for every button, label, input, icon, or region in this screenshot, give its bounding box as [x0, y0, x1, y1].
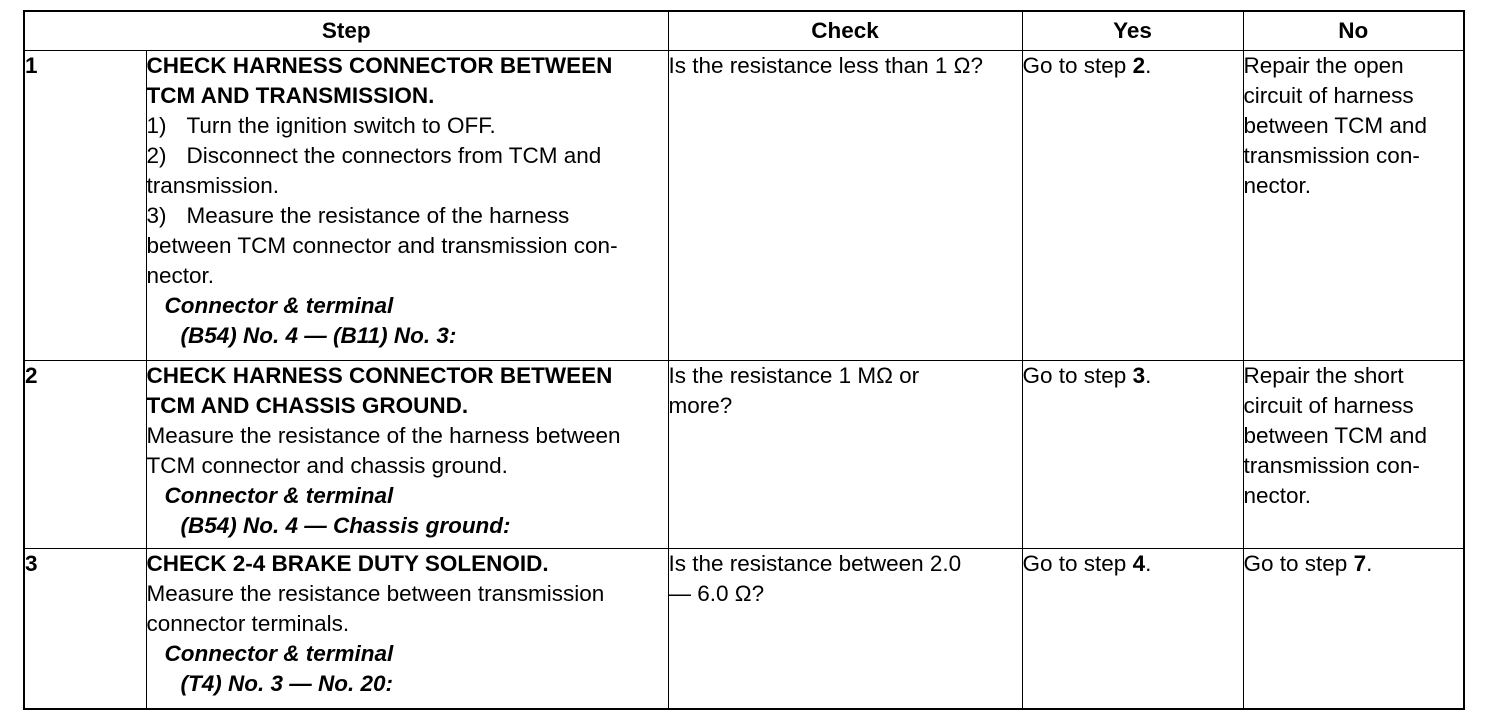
- step-title-line: CHECK HARNESS CONNECTOR BETWEEN: [146, 53, 613, 78]
- yes-step-number: 4: [1132, 551, 1146, 576]
- check-cell: [668, 361, 1022, 549]
- substep-text: Disconnect the connectors from TCM and: [186, 143, 602, 168]
- step-number: 1: [24, 51, 146, 361]
- substep: [147, 141, 668, 171]
- yes-text: Go to step: [1022, 551, 1133, 576]
- connector-label: Connector & terminal: [164, 641, 394, 666]
- no-line: transmission con-: [1243, 453, 1420, 478]
- no-step-number: 7: [1353, 551, 1367, 576]
- step-number: 3: [24, 549, 146, 709]
- no-line: nector.: [1243, 483, 1312, 508]
- step-description: [146, 51, 668, 361]
- check-line: more?: [668, 393, 733, 418]
- step-title-line: CHECK HARNESS CONNECTOR BETWEEN: [146, 363, 613, 388]
- step-title-line: TCM AND TRANSMISSION.: [146, 83, 435, 108]
- substep-number: 3): [146, 203, 167, 228]
- table-row: [24, 549, 1464, 709]
- yes-step-number: 3: [1132, 363, 1146, 388]
- substep-number: 1): [146, 113, 167, 138]
- yes-suffix: .: [1145, 363, 1152, 388]
- check-cell: [668, 549, 1022, 709]
- step-title-line: CHECK 2-4 BRAKE DUTY SOLENOID.: [146, 551, 549, 576]
- header-yes: Yes: [1022, 11, 1243, 51]
- connector-label: Connector & terminal: [164, 293, 394, 318]
- header-check: Check: [668, 11, 1022, 51]
- check-line: — 6.0 Ω?: [668, 581, 765, 606]
- substep-text: Turn the ignition switch to OFF.: [186, 113, 496, 138]
- step-description: [146, 549, 668, 709]
- no-line: between TCM and: [1243, 113, 1427, 138]
- step-body-line: Measure the resistance between transmission: [146, 581, 605, 606]
- no-line: Repair the short: [1243, 363, 1404, 388]
- header-no: No: [1243, 11, 1464, 51]
- yes-step-number: 2: [1132, 53, 1146, 78]
- step-description: [146, 361, 668, 549]
- yes-suffix: .: [1145, 551, 1152, 576]
- substep-continuation: between TCM connector and transmission con-: [146, 233, 618, 258]
- no-text: Go to step: [1243, 551, 1354, 576]
- substep-number: 2): [146, 143, 167, 168]
- no-cell: [1243, 361, 1464, 549]
- no-cell: [1243, 549, 1464, 709]
- yes-text: Go to step: [1022, 53, 1133, 78]
- no-line: nector.: [1243, 173, 1312, 198]
- table-row: [24, 51, 1464, 361]
- no-suffix: .: [1366, 551, 1373, 576]
- substep: [147, 201, 668, 231]
- connector-label: Connector & terminal: [164, 483, 394, 508]
- header-step: Step: [24, 11, 668, 51]
- no-line: Repair the open: [1243, 53, 1404, 78]
- yes-text: Go to step: [1022, 363, 1133, 388]
- check-line: Is the resistance between 2.0: [668, 551, 962, 576]
- substep-continuation: transmission.: [146, 173, 280, 198]
- no-line: circuit of harness: [1243, 83, 1414, 108]
- step-body-line: connector terminals.: [146, 611, 350, 636]
- check-cell: Is the resistance less than 1 Ω?: [668, 51, 1022, 361]
- terminal-spec: (B54) No. 4 — Chassis ground:: [180, 513, 511, 538]
- yes-cell: [1022, 361, 1243, 549]
- check-line: Is the resistance 1 MΩ or: [668, 363, 920, 388]
- substep: [147, 111, 668, 141]
- step-title-line: TCM AND CHASSIS GROUND.: [146, 393, 469, 418]
- substep-continuation: nector.: [146, 263, 215, 288]
- yes-cell: [1022, 549, 1243, 709]
- yes-suffix: .: [1145, 53, 1152, 78]
- yes-cell: [1022, 51, 1243, 361]
- no-line: circuit of harness: [1243, 393, 1414, 418]
- header-row: [24, 11, 1464, 51]
- step-body-line: Measure the resistance of the harness between: [146, 423, 621, 448]
- table-row: [24, 361, 1464, 549]
- diagnostic-table: [23, 10, 1465, 710]
- terminal-spec: (T4) No. 3 — No. 20:: [180, 671, 394, 696]
- no-line: between TCM and: [1243, 423, 1427, 448]
- no-line: transmission con-: [1243, 143, 1420, 168]
- terminal-spec: (B54) No. 4 — (B11) No. 3:: [180, 323, 457, 348]
- substep-text: Measure the resistance of the harness: [186, 203, 570, 228]
- no-cell: [1243, 51, 1464, 361]
- step-body-line: TCM connector and chassis ground.: [146, 453, 508, 478]
- step-number: 2: [24, 361, 146, 549]
